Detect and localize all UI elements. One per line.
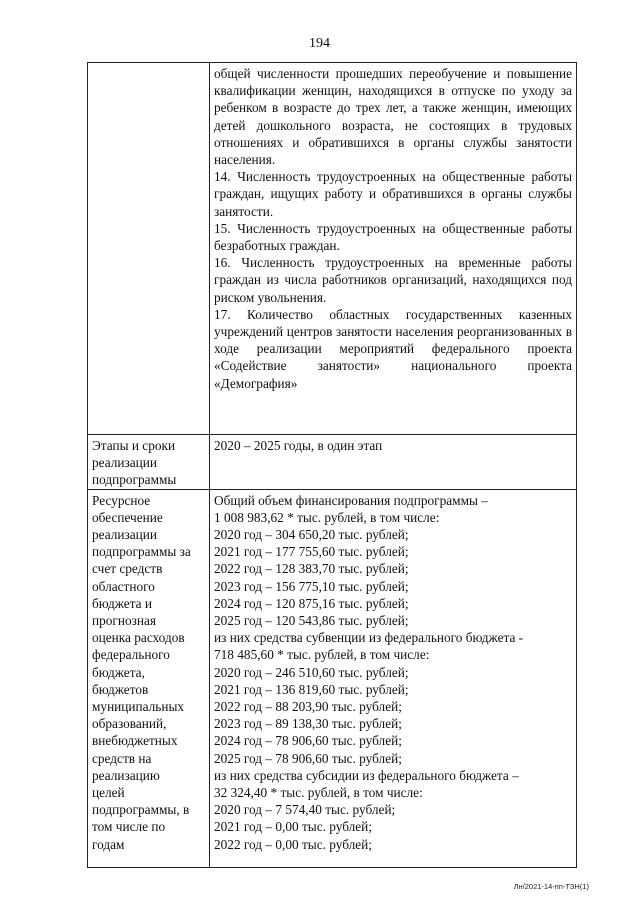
subvention-line: 718 485,60 * тыс. рублей, в том числе: (214, 647, 430, 663)
row1-left-cell (88, 63, 210, 435)
funding-year-line: 2022 год – 128 383,70 тыс. рублей; (214, 561, 409, 577)
funding-label-line: годам (92, 836, 125, 852)
row1-right-cell (210, 63, 577, 435)
funding-label-line: целей (92, 785, 125, 801)
passport-table (87, 62, 577, 868)
funding-year-line: 2021 год – 136 819,60 тыс. рублей; (214, 681, 409, 697)
funding-label-line: подпрограммы, в (92, 802, 190, 818)
indicator-paragraph: 15. Численность трудоустроенных на общественные работы безработных граждан. (214, 220, 572, 254)
funding-value-cell (210, 489, 577, 867)
stages-label-line: реализации (92, 455, 157, 471)
subvention-line: из них средства субвенции из федерального бюджета - (214, 630, 524, 646)
funding-year-line: 2020 год – 304 650,20 тыс. рублей; (214, 527, 409, 543)
funding-label-line: бюджета и (92, 595, 153, 611)
indicator-paragraph: общей численности прошедших переобучение и повышение квалификации женщин, находящихся в отпуске по уходу за ребенком в возрасте до трех лет, а также женщин, имеющих детей дошкольного возраста, не состоящих в трудовых отношениях и обратившихся в органы службы занятости населения. (214, 66, 572, 168)
funding-label-line: оценка расходов (92, 630, 185, 646)
funding-year-line: 2020 год – 246 510,60 тыс. рублей; (214, 664, 409, 680)
funding-label-line: бюджета, (92, 664, 145, 680)
funding-total-line: Общий объем финансирования подпрограммы – (214, 492, 488, 508)
funding-label-line: бюджетов (92, 681, 149, 697)
funding-label-line: прогнозная (92, 613, 157, 629)
indicator-paragraph: 14. Численность трудоустроенных на общественные работы граждан, ищущих работу и обратившихся в органы службы занятости. (214, 169, 572, 219)
funding-label-line: внебюджетных (92, 733, 178, 749)
table-row-funding (88, 489, 577, 867)
funding-label-line: счет средств (92, 561, 163, 577)
funding-label-line: реализации (92, 527, 157, 543)
funding-year-line: 2022 год – 0,00 тыс. рублей; (214, 836, 372, 852)
funding-label-cell (88, 489, 210, 867)
funding-label-line: муниципальных (92, 699, 185, 715)
subsidy-line: из них средства субсидии из федерального бюджета – (214, 767, 519, 783)
funding-year-line: 2020 год – 7 574,40 тыс. рублей; (214, 802, 396, 818)
table-row-stages (88, 435, 577, 490)
funding-year-line: 2021 год – 0,00 тыс. рублей; (214, 819, 372, 835)
table-row-indicators (88, 63, 577, 435)
funding-label-line: образований, (92, 716, 167, 732)
funding-line: 1 008 983,62 * тыс. рублей, в том числе: (214, 509, 440, 525)
stages-label-line: подпрограммы (92, 472, 177, 488)
funding-label-line: реализацию (92, 767, 160, 783)
funding-year-line: 2024 год – 120 875,16 тыс. рублей; (214, 595, 409, 611)
funding-year-line: 2024 год – 78 906,60 тыс. рублей; (214, 733, 402, 749)
stages-label-line: Этапы и сроки (92, 438, 176, 453)
indicator-paragraph: 16. Численность трудоустроенных на временные работы граждан из числа работников организаций, находящихся под риском увольнения. (214, 255, 572, 305)
funding-label-line: областного (92, 578, 155, 594)
funding-year-line: 2025 год – 120 543,86 тыс. рублей; (214, 613, 409, 629)
funding-label-line: Ресурсное (92, 492, 151, 508)
indicator-paragraph: 17. Количество областных государственных казенных учреждений центров занятости населения реорганизованных в ходе реализации мероприятий федерального проекта «Содействие занятости» национального проекта «Демография» (214, 306, 572, 391)
funding-year-line: 2023 год – 89 138,30 тыс. рублей; (214, 716, 402, 732)
funding-year-line: 2023 год – 156 775,10 тыс. рублей; (214, 578, 409, 594)
page-number: 194 (309, 36, 330, 51)
funding-year-line: 2025 год – 78 906,60 тыс. рублей; (214, 750, 402, 766)
funding-year-line: 2021 год – 177 755,60 тыс. рублей; (214, 544, 409, 560)
subsidy-line: 32 324,40 * тыс. рублей, в том числе: (214, 785, 423, 801)
funding-label-line: средств на (92, 750, 152, 766)
funding-label-line: том числе по (92, 819, 166, 835)
document-reference: Лн/2021-14-пп-ТЗН(1) (513, 882, 589, 891)
stages-label-cell (88, 435, 210, 490)
stages-value-cell: 2020 – 2025 годы, в один этап (210, 435, 577, 490)
funding-label-line: федерального (92, 647, 170, 663)
funding-label-line: подпрограммы за (92, 544, 191, 560)
funding-year-line: 2022 год – 88 203,90 тыс. рублей; (214, 699, 402, 715)
funding-label-line: обеспечение (92, 509, 163, 525)
